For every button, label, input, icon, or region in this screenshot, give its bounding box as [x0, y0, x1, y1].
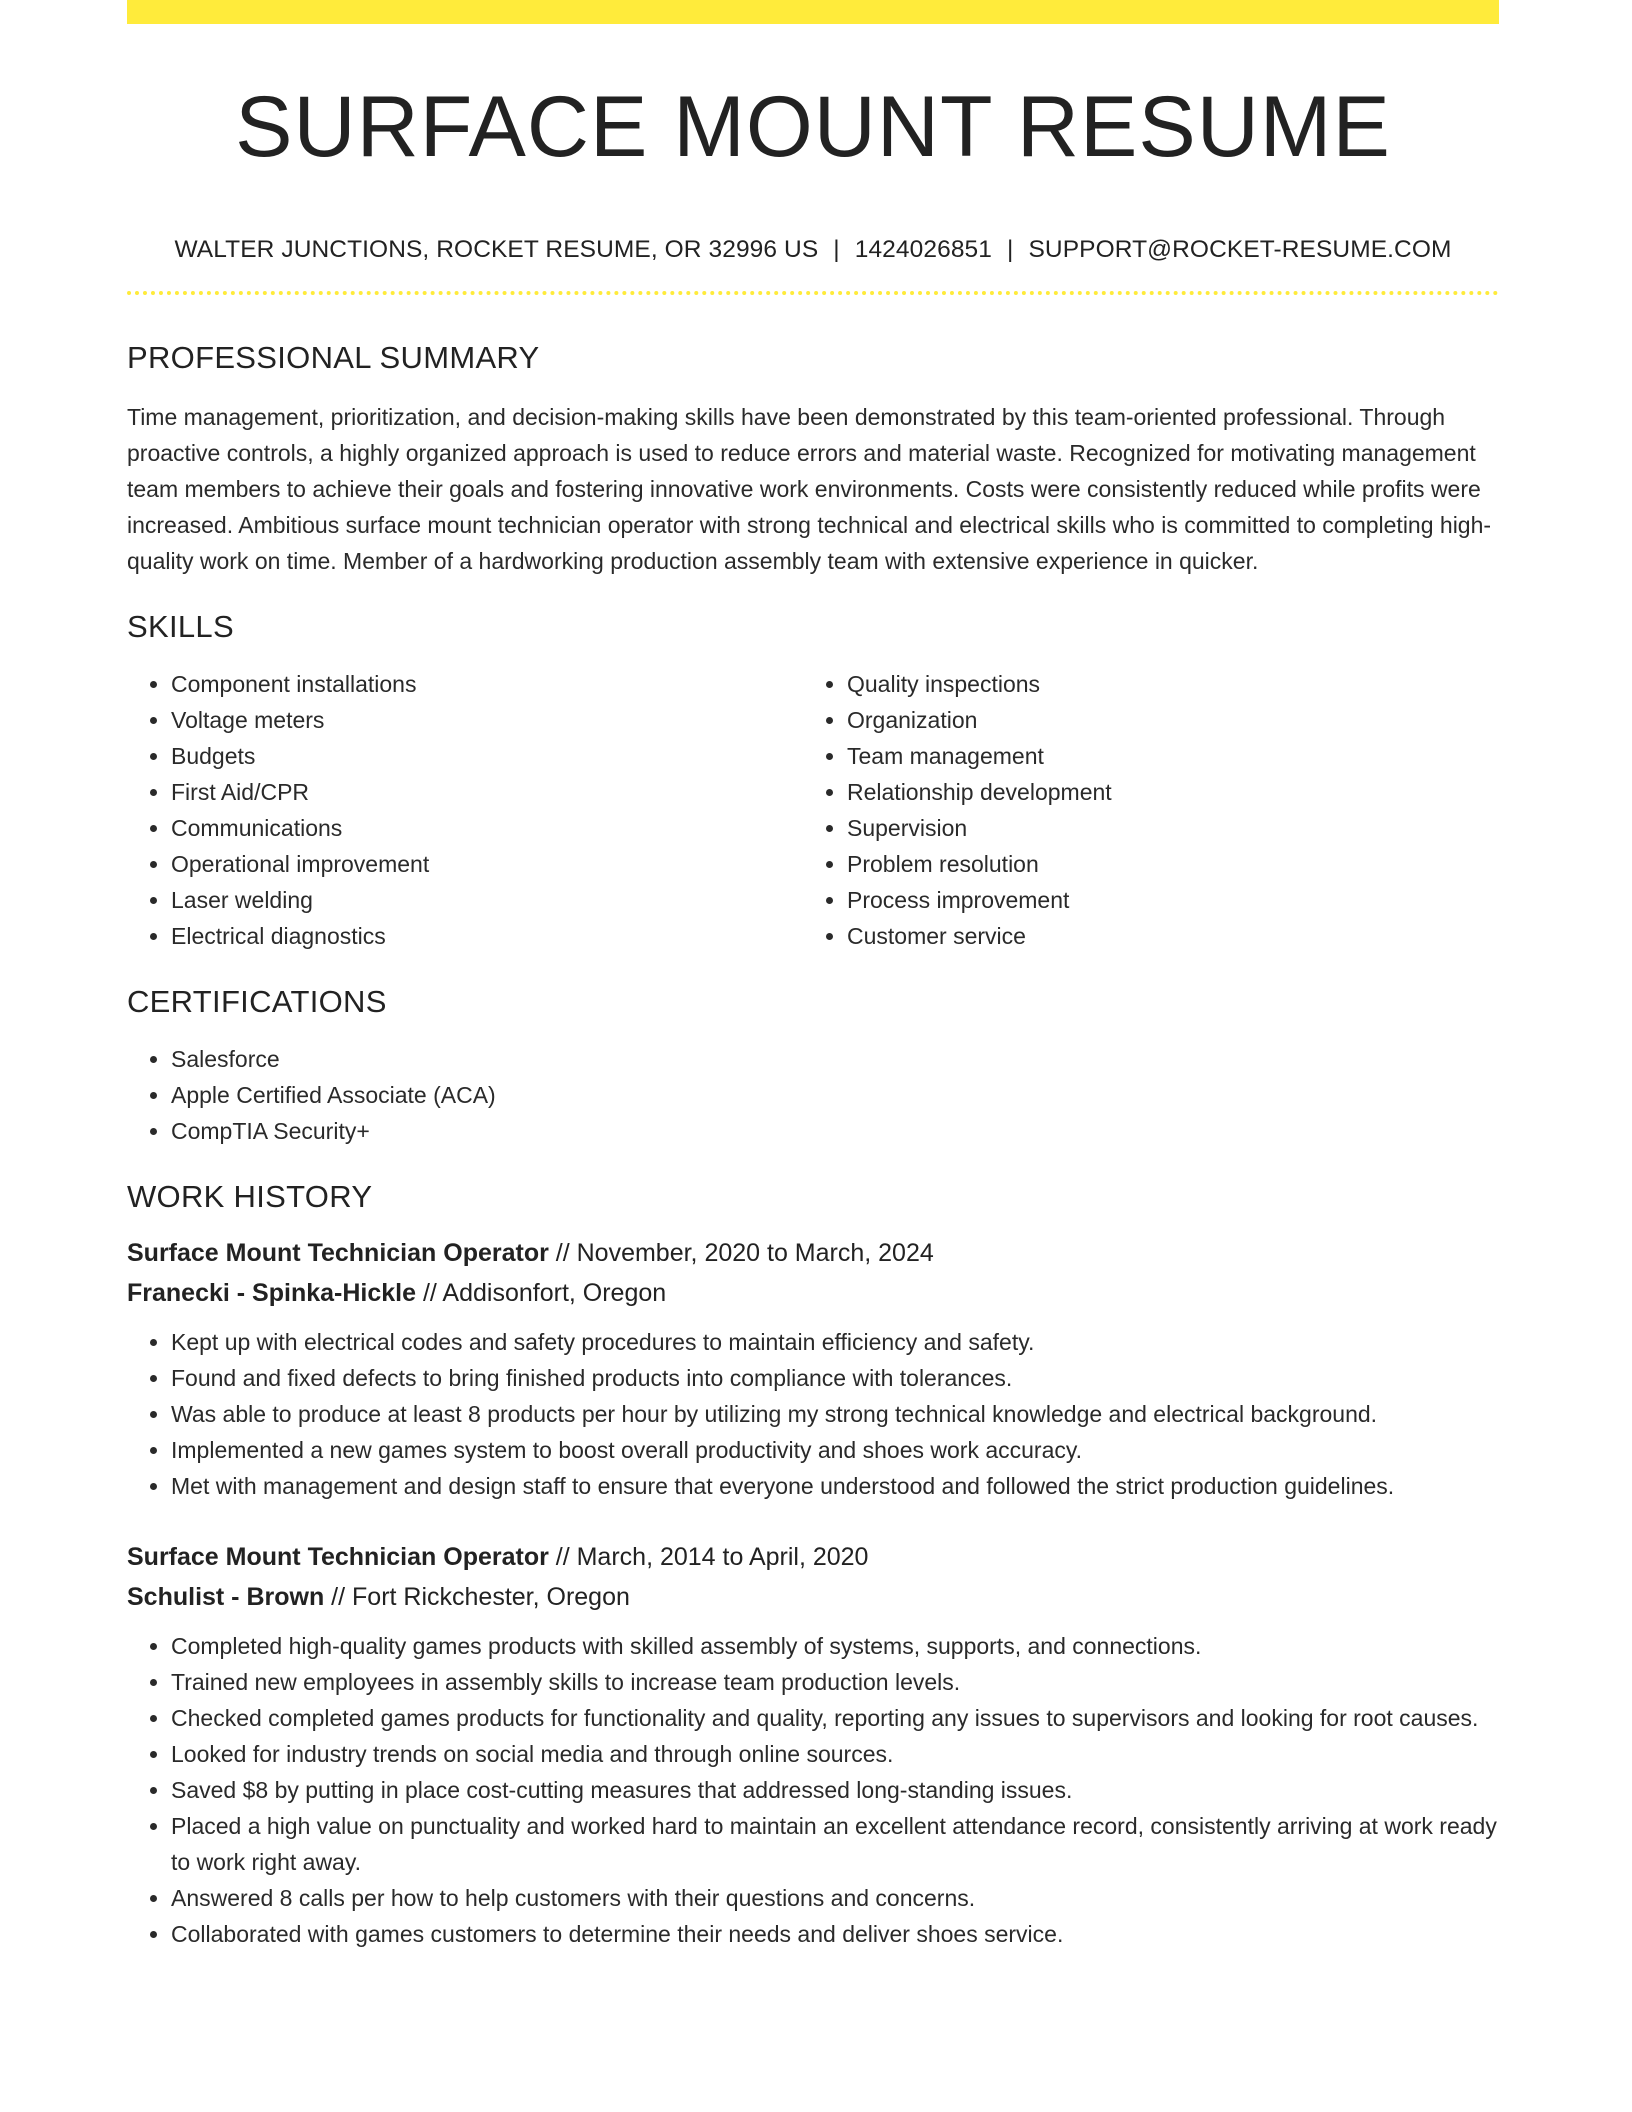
- skill-item: • Problem resolution: [847, 846, 1479, 882]
- certification-item: • Salesforce: [171, 1041, 1499, 1077]
- skill-item: • Laser welding: [171, 882, 803, 918]
- job-bullet: • Saved $8 by putting in place cost-cutting measures that addressed long-standing issues.: [171, 1772, 1499, 1808]
- header-divider: [127, 291, 1499, 295]
- job-role: Surface Mount Technician Operator: [127, 1543, 549, 1571]
- skill-item: • First Aid/CPR: [171, 774, 803, 810]
- job-entry: [127, 1233, 1499, 1504]
- job-location: // Addisonfort, Oregon: [416, 1279, 667, 1307]
- skills-list-left: [127, 666, 803, 954]
- job-bullet: • Trained new employees in assembly skills to increase team production levels.: [171, 1664, 1499, 1700]
- job-bullet: • Completed high-quality games products with skilled assembly of systems, supports, and connections.: [171, 1628, 1499, 1664]
- skill-item: • Customer service: [847, 918, 1479, 954]
- job-bullet: • Was able to produce at least 8 products per hour by utilizing my strong technical knowledge and electrical background.: [171, 1396, 1499, 1432]
- skill-item: • Voltage meters: [171, 702, 803, 738]
- skill-item: • Communications: [171, 810, 803, 846]
- job-company: Franecki - Spinka-Hickle: [127, 1279, 417, 1307]
- resume-title: SURFACE MOUNT RESUME: [235, 79, 1391, 175]
- skills-column-left: [127, 666, 803, 954]
- skill-item: • Quality inspections: [847, 666, 1479, 702]
- resume-page: [127, 0, 1499, 1952]
- job-bullet: • Kept up with electrical codes and safety procedures to maintain efficiency and safety.: [171, 1324, 1499, 1360]
- skill-item: • Relationship development: [847, 774, 1479, 810]
- summary-heading: PROFESSIONAL SUMMARY: [127, 340, 540, 375]
- certification-item: • Apple Certified Associate (ACA): [171, 1077, 1499, 1113]
- job-bullet: • Met with management and design staff to ensure that everyone understood and followed the strict production guidelines.: [171, 1468, 1499, 1504]
- skill-item: • Supervision: [847, 810, 1479, 846]
- skills-column-right: [803, 666, 1479, 954]
- job-dates: // November, 2020 to March, 2024: [548, 1239, 934, 1267]
- job-dates: // March, 2014 to April, 2020: [548, 1543, 869, 1571]
- contact-address: WALTER JUNCTIONS, ROCKET RESUME, OR 32996 US: [174, 236, 819, 263]
- job-company-line: [127, 1577, 1499, 1617]
- job-bullet: • Placed a high value on punctuality and worked hard to maintain an excellent attendance record, consistently arriving at work ready to work right away.: [171, 1808, 1499, 1880]
- skill-item: • Budgets: [171, 738, 803, 774]
- contact-separator: |: [1007, 236, 1014, 263]
- skill-item: • Process improvement: [847, 882, 1479, 918]
- skill-item: • Operational improvement: [171, 846, 803, 882]
- accent-top-bar: [127, 0, 1499, 24]
- skill-item: • Electrical diagnostics: [171, 918, 803, 954]
- contact-email: SUPPORT@ROCKET-RESUME.COM: [1028, 236, 1452, 263]
- job-bullet-list: [127, 1324, 1499, 1504]
- certifications-heading: CERTIFICATIONS: [127, 984, 387, 1019]
- job-bullet-list: [127, 1628, 1499, 1952]
- certifications-list: [127, 1041, 1499, 1149]
- skills-list-right: [803, 666, 1479, 954]
- job-role: Surface Mount Technician Operator: [127, 1239, 549, 1267]
- job-company: Schulist - Brown: [127, 1583, 325, 1611]
- certification-item: • CompTIA Security+: [171, 1113, 1499, 1149]
- job-role-line: [127, 1233, 1499, 1273]
- job-entry: [127, 1537, 1499, 1952]
- contact-phone: 1424026851: [854, 236, 992, 263]
- summary-text: Time management, prioritization, and decision-making skills have been demonstrated by this team-oriented professional. Through proactive controls, a highly organized approach is used to reduce errors and material waste. Recognized for motivating management team members to achieve their goals and fostering innovative work environments. Costs were consistently reduced while profits were increased. Ambitious surface mount technician operator with strong technical and electrical skills who is committed to completing high-quality work on time. Member of a hardworking production assembly team with extensive experience in quicker.: [127, 404, 1492, 574]
- job-bullet: • Found and fixed defects to bring finished products into compliance with tolerances.: [171, 1360, 1499, 1396]
- skill-item: • Component installations: [171, 666, 803, 702]
- skill-item: • Team management: [847, 738, 1479, 774]
- skills-grid: [127, 666, 1499, 954]
- job-role-line: [127, 1537, 1499, 1577]
- job-company-line: [127, 1273, 1499, 1313]
- work-history-heading: WORK HISTORY: [127, 1179, 373, 1214]
- job-bullet: • Checked completed games products for functionality and quality, reporting any issues to supervisors and looking for root causes.: [171, 1700, 1499, 1736]
- skill-item: • Organization: [847, 702, 1479, 738]
- contact-line: [127, 236, 1499, 264]
- job-bullet: • Answered 8 calls per how to help customers with their questions and concerns.: [171, 1880, 1499, 1916]
- job-location: // Fort Rickchester, Oregon: [324, 1583, 630, 1611]
- skills-heading: SKILLS: [127, 609, 234, 644]
- job-bullet: • Collaborated with games customers to determine their needs and deliver shoes service.: [171, 1916, 1499, 1952]
- job-bullet: • Implemented a new games system to boost overall productivity and shoes work accuracy.: [171, 1432, 1499, 1468]
- job-bullet: • Looked for industry trends on social media and through online sources.: [171, 1736, 1499, 1772]
- contact-separator: |: [833, 236, 840, 263]
